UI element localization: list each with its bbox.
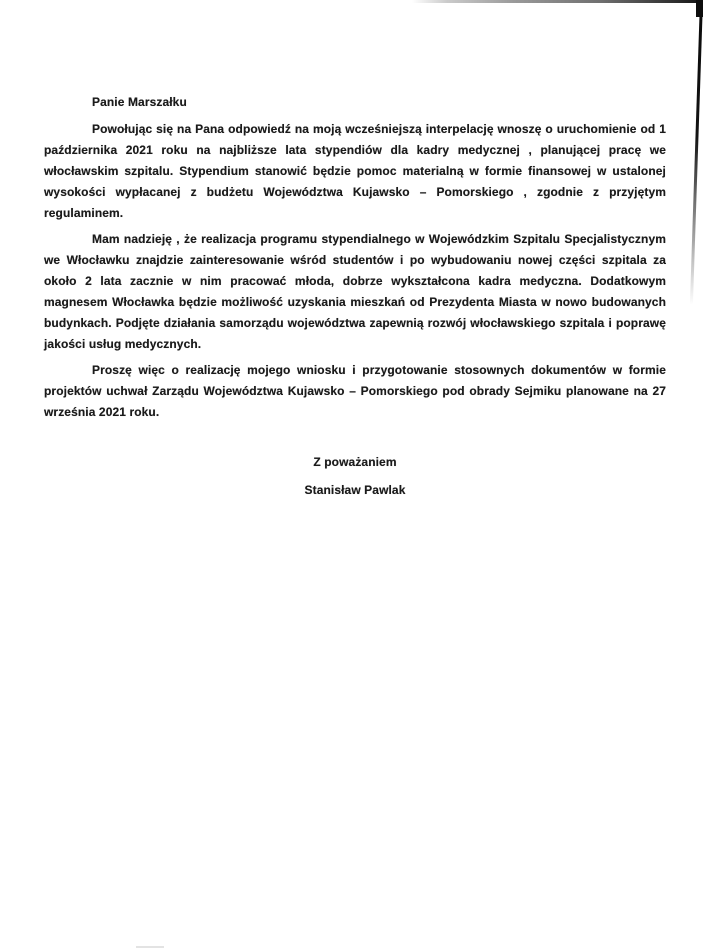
valediction: Z poważaniem [313, 455, 397, 469]
scan-artifact-top-edge [412, 0, 703, 3]
closing-block [44, 452, 666, 501]
salutation: Panie Marszałku [92, 95, 187, 109]
paragraph-3: Proszę więc o realizację mojego wniosku i przygotowanie stosownych dokumentów w formie projektów uchwał Zarządu Województwa Kujawsko – Pomorskiego pod obrady Sejmiku planowane na 27 września 2021 roku. [44, 363, 666, 419]
scan-artifact-corner [696, 0, 703, 17]
letter-body [44, 92, 666, 501]
signature-name: Stanisław Pawlak [304, 483, 406, 497]
scan-artifact-bottom-mark [136, 946, 164, 948]
paragraph-1: Powołując się na Pana odpowiedź na moją wcześniejszą interpelację wnoszę o uruchomienie od 1 października 2021 roku na najbliższe lata stypendiów dla kadry medycznej , planującej pracę we włocławskim szpitalu. Stypendium stanowić będzie pomoc materialną w formie finansowej w ustalonej wysokości wypłacanej z budżetu Województwa Kujawsko – Pomorskiego , zgodnie z przyjętym regulaminem. [44, 122, 666, 220]
paragraph-2: Mam nadzieję , że realizacja programu stypendialnego w Wojewódzkim Szpitalu Specjalistycznym we Włocławku znajdzie zainteresowanie wśród studentów i po wybudowaniu nowej części szpitala za około 2 lata zacznie w nim pracować młoda, dobrze wykształcona kadra medyczna. Dodatkowym magnesem Włocławka będzie możliwość uzyskania mieszkań od Prezydenta Miasta w nowo budowanych budynkach. Podjęte działania samorządu województwa zapewnią rozwój włocławskiego szpitala i poprawę jakości usług medycznych. [44, 232, 666, 351]
scan-artifact-right-edge [690, 0, 703, 305]
